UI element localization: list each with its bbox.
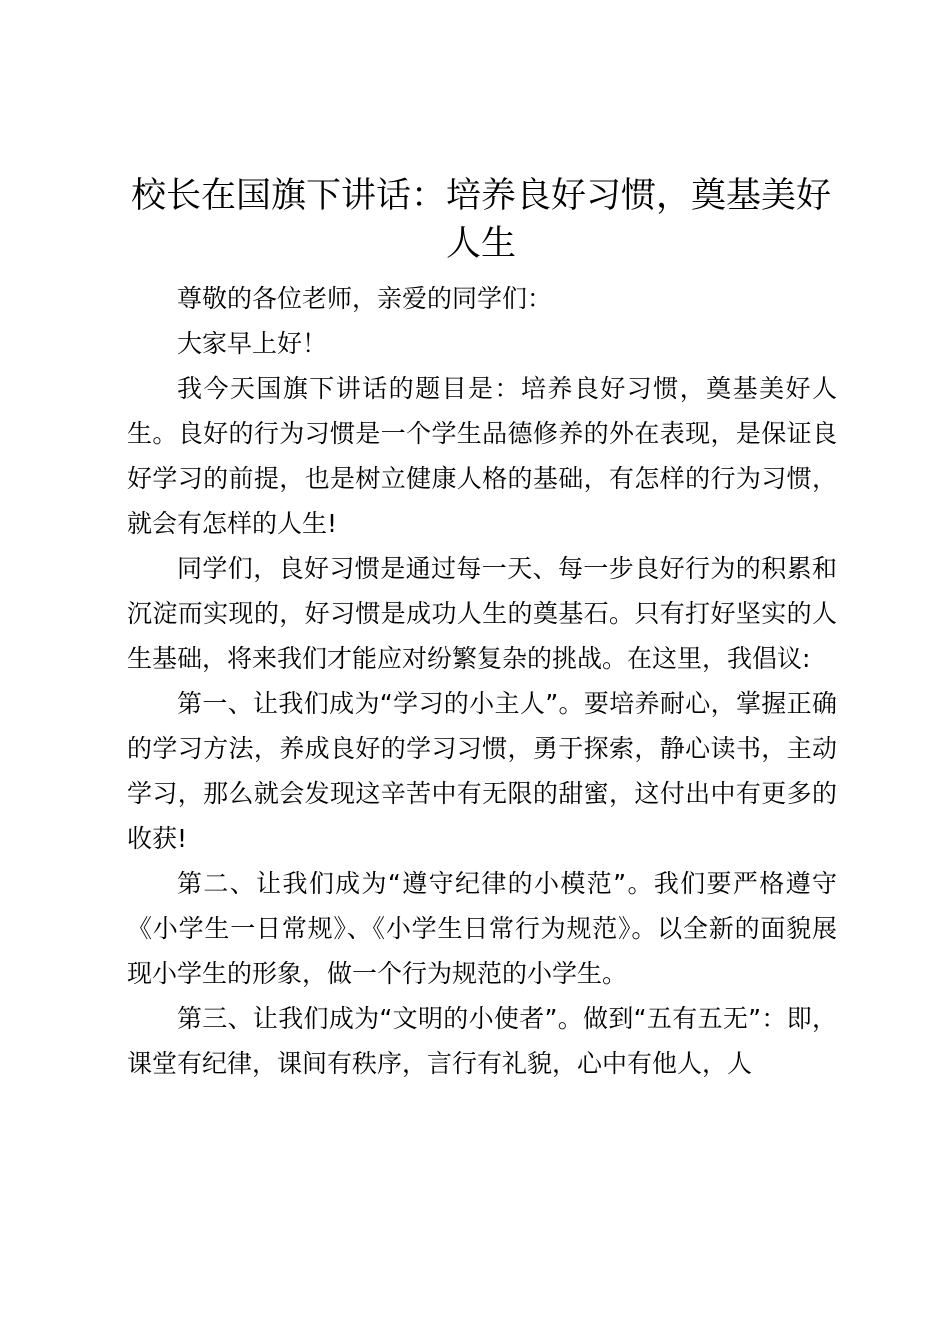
document-body	[127, 276, 837, 1086]
salutation-paragraph: 尊敬的各位老师，亲爱的同学们：	[177, 284, 553, 313]
document-title: 校长在国旗下讲话：培养良好习惯，奠基美好人生	[130, 176, 831, 264]
topic-paragraph: 我今天国旗下讲话的题目是：培养良好习惯，奠基美好人生。良好的行为习惯是一个学生品德修养的外在表现，是保证良好学习的前提，也是树立健康人格的基础，有怎样的行为习惯，就会有怎样的人生!	[127, 374, 837, 538]
proposal-second-paragraph: 第二、让我们成为“遵守纪律的小模范”。我们要严格遵守《小学生一日常规》、《小学生日常行为规范》。以全新的面貌展现小学生的形象，做一个行为规范的小学生。	[127, 869, 837, 988]
greeting-paragraph: 大家早上好！	[177, 329, 328, 358]
proposal-first-paragraph: 第一、让我们成为“学习的小主人”。要培养耐心，掌握正确的学习方法，养成良好的学习习惯，勇于探索，静心读书，主动学习，那么就会发现这辛苦中有无限的甜蜜，这付出中有更多的收获!	[127, 689, 837, 853]
proposal-intro-paragraph: 同学们，良好习惯是通过每一天、每一步良好行为的积累和沉淀而实现的，好习惯是成功人生的奠基石。只有打好坚实的人生基础，将来我们才能应对纷繁复杂的挑战。在这里，我倡议:	[127, 554, 837, 673]
proposal-third-paragraph: 第三、让我们成为“文明的小使者”。做到“五有五无”：即，课堂有纪律，课间有秩序，言行有礼貌，心中有他人，人	[127, 1004, 837, 1078]
